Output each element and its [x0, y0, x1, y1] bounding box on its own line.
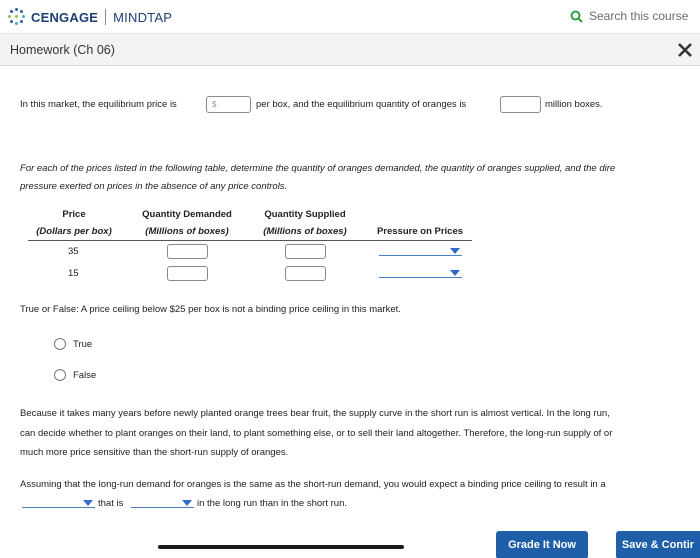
- option-false-label: False: [73, 370, 97, 381]
- q2-question: True or False: A price ceiling below $25 per box is not a binding price ceiling in this market.: [20, 304, 401, 315]
- header-quantity-demanded-units: (Millions of boxes): [145, 226, 229, 237]
- radio-false[interactable]: [54, 369, 66, 381]
- brand-name: CENGAGE: [31, 9, 99, 25]
- header-price: Price: [62, 209, 86, 220]
- chevron-down-icon: [182, 500, 192, 506]
- q3-mid-text: that is: [98, 498, 124, 509]
- chevron-down-icon: [450, 248, 460, 254]
- header-price-units: (Dollars per box): [36, 226, 112, 237]
- row-price: 35: [68, 246, 79, 257]
- close-icon[interactable]: [676, 41, 694, 59]
- instructions-line2: pressure exerted on prices in the absence of any price controls.: [20, 181, 288, 192]
- homework-header: [0, 34, 700, 66]
- homework-title: Homework (Ch 06): [10, 43, 115, 57]
- grade-it-now-button[interactable]: Grade It Now: [496, 531, 588, 558]
- header-quantity-supplied: Quantity Supplied: [264, 209, 346, 220]
- instructions-line1: For each of the prices listed in the following table, determine the quantity of oranges demanded, the quantity of oranges supplied, and the dire: [20, 163, 616, 174]
- paragraph-line2: can decide whether to plant oranges on their land, to plant something else, or to sell their land altogether. Therefore, the long-run supply of or: [20, 428, 613, 439]
- pressure-dropdown[interactable]: [379, 268, 462, 278]
- cengage-logo-icon: [8, 8, 26, 26]
- radio-true[interactable]: [54, 338, 66, 350]
- homework-content: [0, 66, 700, 558]
- horizontal-scrollbar[interactable]: [158, 545, 404, 549]
- quantity-supplied-input[interactable]: [285, 266, 326, 281]
- quantity-demanded-input[interactable]: [167, 244, 208, 259]
- result-dropdown[interactable]: [22, 498, 95, 508]
- header-quantity-demanded: Quantity Demanded: [142, 209, 232, 220]
- header-pressure-on-prices: Pressure on Prices: [376, 226, 464, 237]
- paragraph-line3: much more price sensitive than the short-run supply of oranges.: [20, 447, 289, 458]
- row-price: 15: [68, 268, 79, 279]
- equilibrium-price-input[interactable]: $: [206, 96, 251, 113]
- q1-text-part3: million boxes.: [545, 99, 603, 110]
- cengage-logo[interactable]: [8, 8, 172, 26]
- top-bar: [0, 0, 700, 34]
- q1-text-part2: per box, and the equilibrium quantity of oranges is: [256, 99, 467, 110]
- chevron-down-icon: [450, 270, 460, 276]
- q3-line1: Assuming that the long-run demand for oranges is the same as the short-run demand, you would expect a binding price ceiling to result in a: [20, 479, 606, 490]
- q1-text-part1: In this market, the equilibrium price is: [20, 99, 177, 110]
- save-continue-button[interactable]: Save & Contir: [616, 531, 700, 558]
- chevron-down-icon: [83, 500, 93, 506]
- q3-end-text: in the long run than in the short run.: [197, 498, 347, 509]
- quantity-demanded-input[interactable]: [167, 266, 208, 281]
- option-true-label: True: [73, 339, 93, 350]
- header-quantity-supplied-units: (Millions of boxes): [263, 226, 347, 237]
- table-header-divider: [28, 240, 472, 241]
- search-icon: [570, 10, 583, 23]
- quantity-supplied-input[interactable]: [285, 244, 326, 259]
- paragraph-line1: Because it takes many years before newly planted orange trees bear fruit, the supply curve in the short run is almost vertical. In the long run,: [20, 408, 610, 419]
- equilibrium-quantity-input[interactable]: [500, 96, 541, 113]
- logo-divider: [105, 9, 106, 25]
- pressure-dropdown[interactable]: [379, 246, 462, 256]
- comparison-dropdown[interactable]: [131, 498, 194, 508]
- product-name: MINDTAP: [113, 9, 173, 25]
- course-search[interactable]: [570, 9, 688, 23]
- search-placeholder: Search this course: [589, 9, 689, 23]
